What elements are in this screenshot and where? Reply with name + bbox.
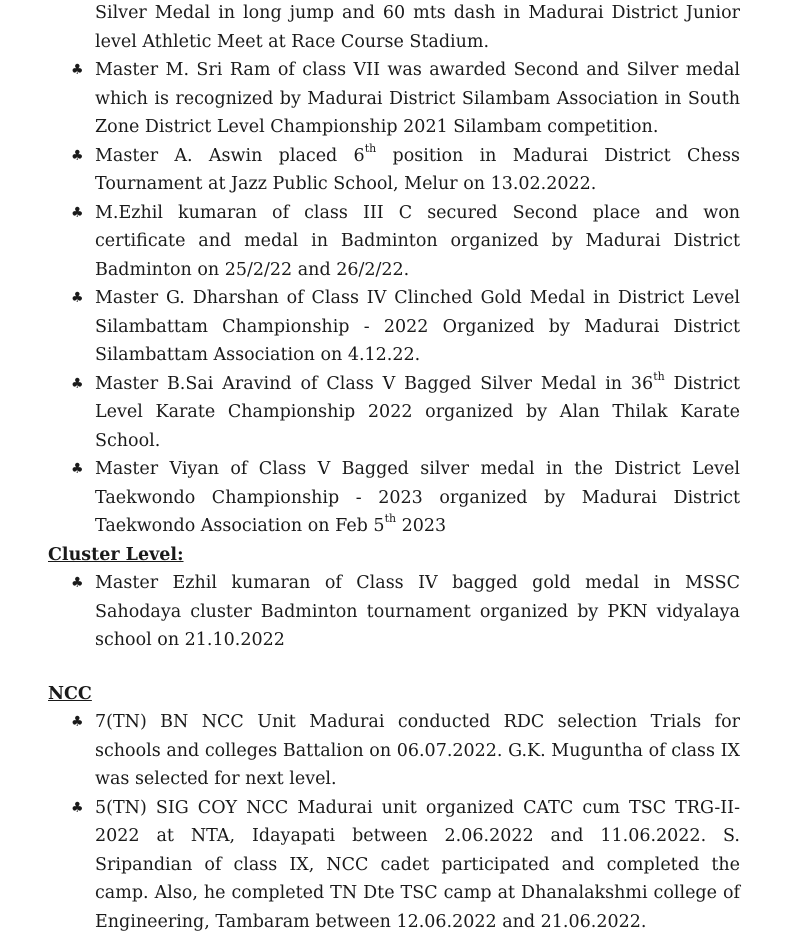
ordinal-suffix: th bbox=[653, 369, 665, 383]
list-item bbox=[71, 284, 740, 370]
club-bullet-icon: ♣ bbox=[71, 375, 84, 392]
list-item bbox=[71, 199, 740, 285]
ordinal-suffix: th bbox=[364, 141, 377, 155]
section-spacer bbox=[0, 655, 788, 680]
item-text: Master Viyan of Class V Bagged silver medal in the District Level Taekwondo Championship - 2023 organized by Madurai District Taekwondo Association on Feb 5 bbox=[95, 459, 740, 536]
club-bullet-icon: ♣ bbox=[71, 575, 84, 591]
list-item bbox=[71, 141, 740, 199]
district-achievements-list bbox=[0, 56, 788, 541]
ncc-activities-list bbox=[0, 708, 788, 936]
item-text: 7(TN) BN NCC Unit Madurai conducted RDC selection Trials for schools and colleges Battalion on 06.07.2022. G.K. Muguntha of class IX was selected for next level. bbox=[95, 712, 740, 789]
item-text: position in Madurai District Chess Tournament at Jazz Public School, Melur on 13.02.2022. bbox=[95, 145, 740, 194]
club-bullet-icon: ♣ bbox=[71, 204, 84, 221]
list-item bbox=[71, 369, 740, 456]
continued-paragraph: Silver Medal in long jump and 60 mts dash in Madurai District Junior level Athletic Meet at Race Course Stadium. bbox=[95, 3, 740, 52]
item-text: M.Ezhil kumaran of class III C secured Second place and won certificate and medal in Badminton organized by Madurai District Badminton on 25/2/22 and 26/2/22. bbox=[95, 202, 740, 280]
item-text: 2023 bbox=[396, 516, 447, 536]
ordinal-suffix: th bbox=[384, 512, 397, 526]
club-bullet-icon: ♣ bbox=[71, 290, 84, 306]
cluster-level-heading: Cluster Level: bbox=[48, 544, 184, 565]
list-item bbox=[71, 56, 740, 142]
item-text: Master M. Sri Ram of class VII was awarded Second and Silver medal which is recognized by Madurai District Silambam Association in South Zone District Level Championship 2021 Silambam competition. bbox=[95, 60, 740, 137]
club-bullet-icon: ♣ bbox=[71, 62, 84, 78]
ncc-heading: NCC bbox=[48, 683, 92, 704]
list-item bbox=[71, 455, 740, 541]
item-text: Master G. Dharshan of Class IV Clinched Gold Medal in District Level Silambattam Championship - 2022 Organized by Madurai District Silambattam Association on 4.12.22. bbox=[95, 288, 740, 365]
club-bullet-icon: ♣ bbox=[71, 461, 84, 477]
list-item bbox=[71, 794, 740, 937]
item-text: Master B.Sai Aravind of Class V Bagged Silver Medal in 36 bbox=[95, 373, 654, 394]
list-item bbox=[71, 569, 740, 655]
item-text: District Level Karate Championship 2022 organized by Alan Thilak Karate School. bbox=[95, 373, 740, 451]
item-text: Master A. Aswin placed 6 bbox=[95, 145, 365, 166]
club-bullet-icon: ♣ bbox=[71, 147, 84, 164]
cluster-achievements-list bbox=[0, 569, 788, 655]
club-bullet-icon: ♣ bbox=[71, 799, 84, 816]
club-bullet-icon: ♣ bbox=[71, 714, 84, 730]
item-text: Master Ezhil kumaran of Class IV bagged gold medal in MSSC Sahodaya cluster Badminton tournament organized by PKN vidyalaya school on 21.10.2022 bbox=[95, 573, 740, 650]
item-text: 5(TN) SIG COY NCC Madurai unit organized CATC cum TSC TRG-II-2022 at NTA, Idayapati between 2.06.2022 and 11.06.2022. S. Sripandian of class IX, NCC cadet participated and completed the camp. Also, he completed TN Dte TSC camp at Dhanalakshmi college of Engineering, Tambaram between 12.06.2022 and 21.06.2022. bbox=[95, 797, 740, 932]
list-item bbox=[71, 708, 740, 794]
